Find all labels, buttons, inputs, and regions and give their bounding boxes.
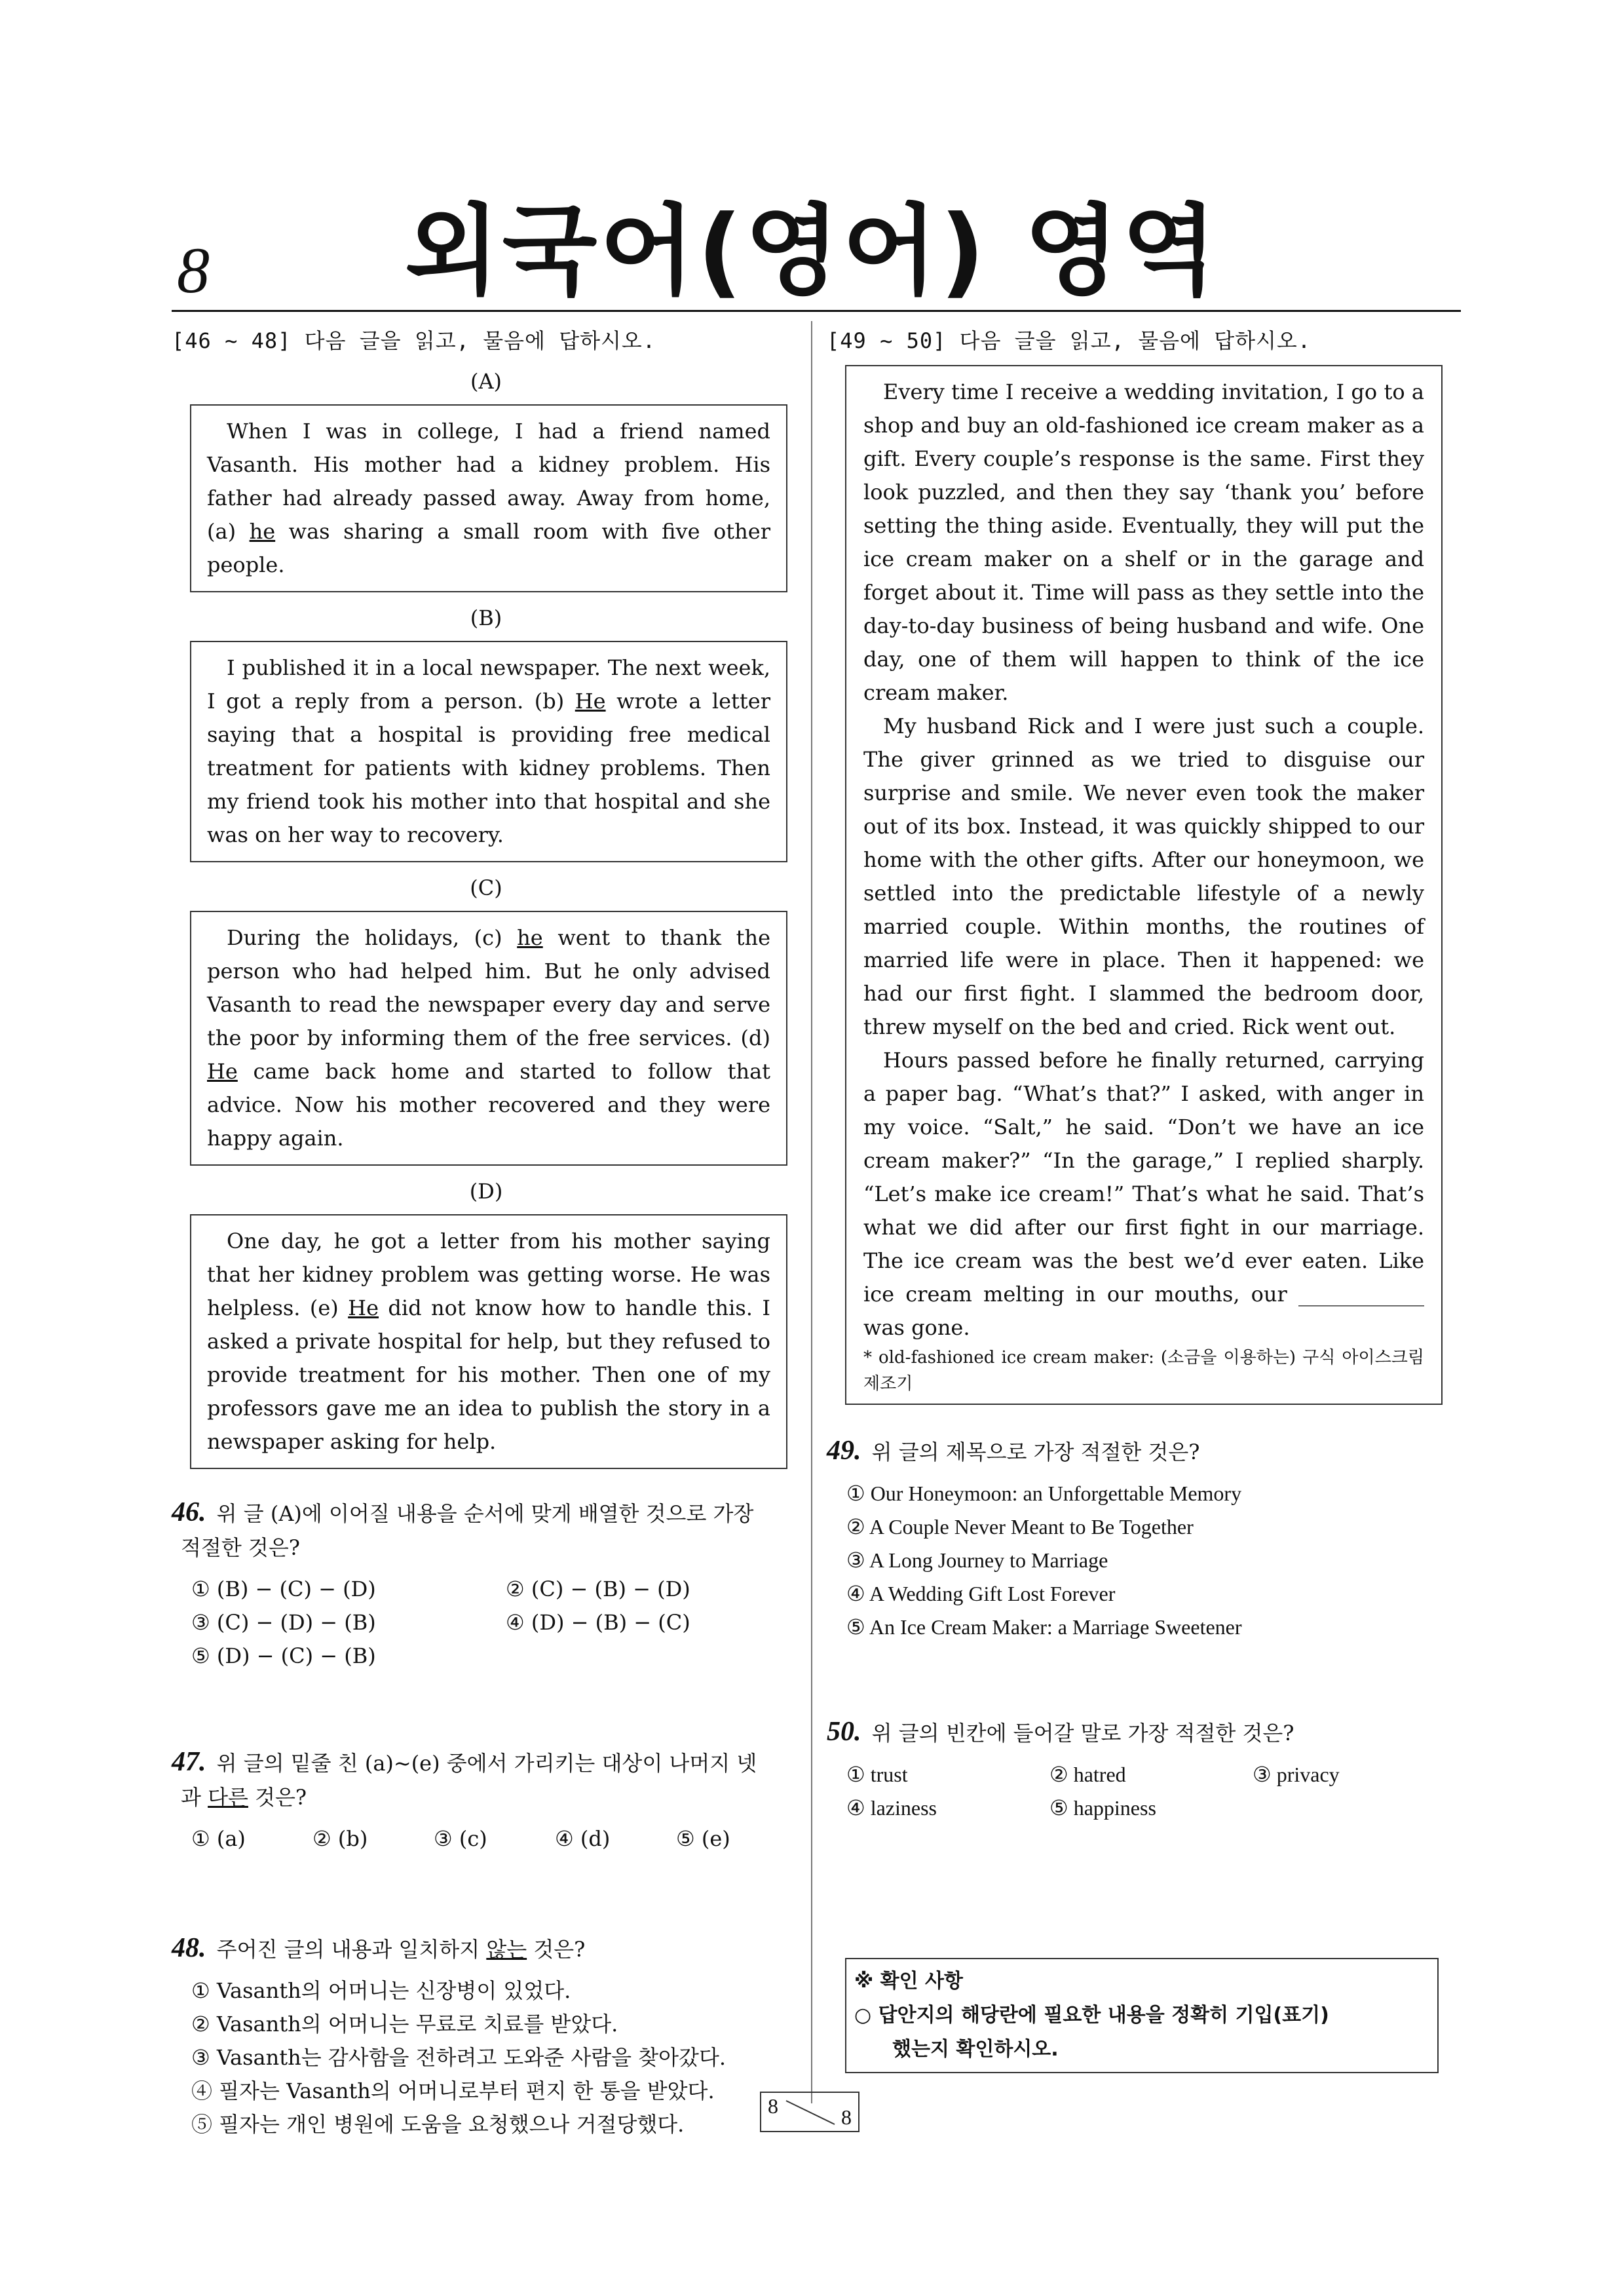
option-2[interactable]: ② Vasanth의 어머니는 무료로 치료를 받았다. xyxy=(191,2012,618,2037)
passage-c xyxy=(190,911,787,1166)
underlined-word: he xyxy=(517,925,543,950)
option-3[interactable]: ③ privacy xyxy=(1253,1763,1340,1786)
option-3[interactable]: ③ (C) − (D) − (B) xyxy=(191,1610,376,1635)
option-1[interactable]: ① Vasanth의 어머니는 신장병이 있었다. xyxy=(191,1978,571,2003)
passage-text: was sharing a small room with five other people. xyxy=(207,519,771,577)
underlined-word: he xyxy=(249,519,276,544)
question-text: 위 글의 제목으로 가장 적절한 것은? xyxy=(871,1440,1200,1464)
question-number: 50. xyxy=(827,1717,861,1747)
check-notice-line: ○ 답안지의 해당란에 필요한 내용을 정확히 기입(표기) xyxy=(854,2004,1329,2027)
passage-a xyxy=(190,404,787,592)
option-2[interactable]: ② hatred xyxy=(1049,1763,1126,1786)
answer-options xyxy=(827,1758,1456,1825)
question-number: 48. xyxy=(172,1933,206,1963)
option-1[interactable]: ① (a) xyxy=(191,1826,246,1851)
passage-label-a: (A) xyxy=(470,369,502,394)
passage-text: One day, he got a letter from his mother saying that her kidney problem was getting worse. He was helpless. (e) xyxy=(207,1229,770,1320)
footnote: * old-fashioned ice cream maker: (소금을 이용하는) 구식 아이스크림 제조기 xyxy=(863,1348,1424,1394)
question-48 xyxy=(172,1931,801,2141)
right-column xyxy=(827,324,1456,1825)
question-text-continued xyxy=(172,1780,801,1814)
footer-page-current: 8 xyxy=(768,2094,778,2118)
option-5[interactable]: ⑤ An Ice Cream Maker: a Marriage Sweetener xyxy=(846,1615,1242,1639)
left-column xyxy=(172,324,801,2141)
passage-text: did not know how to handle this. I asked a private hospital for help, but they refused to provide treatment for his mother. Then one of my professors gave me an idea to publish the story in a newspaper asking for help. xyxy=(207,1295,771,1454)
section-heading-46-48: [46 ~ 48] 다음 글을 읽고, 물음에 답하시오. xyxy=(172,328,656,353)
footer-page-total: 8 xyxy=(841,2105,852,2129)
question-47 xyxy=(172,1745,801,1856)
question-text-part: 주어진 글의 내용과 일치하지 xyxy=(216,1937,487,1962)
section-heading-49-50: [49 ~ 50] 다음 글을 읽고, 물음에 답하시오. xyxy=(827,328,1312,353)
check-notice-title: ※ 확인 사항 xyxy=(854,1970,963,1993)
question-text xyxy=(213,1937,586,1962)
passage-text: went to thank the person who had helped him. But he only advised Vasanth to read the newspaper every day and serve the poor by informing them of the free services. (d) xyxy=(207,925,770,1050)
question-text: 위 글의 밑줄 친 (a)~(e) 중에서 가리키는 대상이 나머지 넷 xyxy=(216,1751,757,1776)
passage-b xyxy=(190,641,787,862)
passage-text: came back home and started to follow that advice. Now his mother recovered and they were happy again. xyxy=(207,1059,770,1151)
passage-d xyxy=(190,1214,787,1469)
page-number: 8 xyxy=(177,234,210,307)
underlined-word: He xyxy=(348,1295,379,1320)
check-notice-box xyxy=(845,1958,1439,2073)
question-number: 49. xyxy=(827,1436,861,1466)
passage-text: I published it in a local newspaper. The next week, I got a reply from a person. (b) xyxy=(207,655,770,714)
option-2[interactable]: ② (C) − (B) − (D) xyxy=(506,1577,690,1601)
passage-text: wrote a letter saying that a hospital is providing free medical treatment for patients with kidney problems. Then my friend took his mother into that hospital and she was on her way to recovery. xyxy=(207,689,771,847)
answer-options xyxy=(827,1477,1456,1644)
check-notice-line: 했는지 확인하시오. xyxy=(892,2038,1059,2061)
option-2[interactable]: ② A Couple Never Meant to Be Together xyxy=(846,1515,1194,1539)
answer-options xyxy=(172,1822,801,1856)
question-46 xyxy=(172,1495,801,1673)
answer-options xyxy=(172,1974,801,2141)
option-5[interactable]: ⑤ happiness xyxy=(1049,1796,1156,1820)
passage-label-d: (D) xyxy=(469,1179,503,1204)
option-3[interactable]: ③ A Long Journey to Marriage xyxy=(846,1548,1108,1572)
question-text: 과 xyxy=(181,1785,208,1810)
passage-text: During the holidays, (c) xyxy=(227,925,518,950)
option-4[interactable]: ④ (d) xyxy=(555,1826,611,1851)
option-1[interactable]: ① Our Honeymoon: an Unforgettable Memory xyxy=(846,1482,1242,1505)
question-text: 것은? xyxy=(248,1785,307,1810)
page-title: 외국어(영어) 영역 xyxy=(404,195,1220,309)
column-divider xyxy=(811,321,812,2103)
option-4[interactable]: ④ A Wedding Gift Lost Forever xyxy=(846,1582,1116,1605)
answer-options xyxy=(172,1573,801,1673)
passage-paragraph: My husband Rick and I were just such a couple. The giver grinned as we tried to disguise our surprise and smile. We never even took the maker out of its box. Instead, it was quickly shipped to our home with the other gifts. After our honeymoon, we settled into the predictable lifestyle of a newly married couple. Within months, the routines of married life were in place. Then it happened: we had our first fight. I slammed the bedroom door, threw myself on the bed and cried. Rick went out. xyxy=(863,714,1424,1039)
option-5[interactable]: ⑤ 필자는 개인 병원에 도움을 요청했으나 거절당했다. xyxy=(191,2112,685,2137)
header-rule xyxy=(172,310,1461,312)
underlined-word: He xyxy=(207,1059,238,1084)
option-4[interactable]: ④ (D) − (B) − (C) xyxy=(506,1610,690,1635)
option-5[interactable]: ⑤ (D) − (C) − (B) xyxy=(191,1643,376,1668)
passage-label-c: (C) xyxy=(470,875,502,900)
question-text-continued: 적절한 것은? xyxy=(181,1535,300,1560)
passage-label-b: (B) xyxy=(470,605,502,630)
question-50 xyxy=(827,1715,1456,1825)
option-1[interactable]: ① trust xyxy=(846,1763,908,1786)
question-text-part: 것은? xyxy=(527,1937,586,1962)
question-49 xyxy=(827,1434,1456,1644)
option-4[interactable]: ④ laziness xyxy=(846,1796,937,1820)
option-2[interactable]: ② (b) xyxy=(312,1826,368,1851)
question-number: 47. xyxy=(172,1747,206,1777)
passage-text: When I was in college, I had a friend named Vasanth. His mother had a kidney problem. His father had already passed away. Away from home, (a) xyxy=(207,419,770,544)
page-footer xyxy=(760,2092,859,2132)
option-1[interactable]: ① (B) − (C) − (D) xyxy=(191,1577,376,1601)
question-text: 위 글의 빈칸에 들어갈 말로 가장 적절한 것은? xyxy=(871,1721,1294,1746)
passage-paragraph: Hours passed before he finally returned, carrying a paper bag. “What’s that?” I asked, with anger in my voice. “Salt,” he said. “Don’t we have an ice cream maker?” “In the garage,” I replied sharply. “Let’s make ice cream!” That’s what he said. That’s what we did after our first fight in our marriage. The ice cream was the best we’d ever eaten. Like ice cream melting in our mouths, our ____________ was gone. xyxy=(863,1048,1424,1340)
question-number: 46. xyxy=(172,1497,206,1527)
option-4[interactable]: ④ 필자는 Vasanth의 어머니로부터 편지 한 통을 받았다. xyxy=(191,2078,715,2103)
underlined-word: He xyxy=(575,689,606,714)
passage-paragraph: Every time I receive a wedding invitation, I go to a shop and buy an old-fashioned ice cream maker as a gift. Every couple’s response is the same. First they look puzzled, and then they say ‘thank you’ before setting the thing aside. Eventually, they will put the ice cream maker on a shelf or in the garage and forget about it. Time will pass as they settle into the day-to-day business of being husband and wife. One day, one of them will happen to think of the ice cream maker. xyxy=(863,379,1424,705)
question-text: 위 글 (A)에 이어질 내용을 순서에 맞게 배열한 것으로 가장 xyxy=(216,1501,754,1526)
passage-49-50 xyxy=(845,365,1443,1405)
option-3[interactable]: ③ Vasanth는 감사함을 전하려고 도와준 사람을 찾아갔다. xyxy=(191,2045,727,2070)
option-5[interactable]: ⑤ (e) xyxy=(676,1826,730,1851)
underlined-word: 다른 xyxy=(208,1785,248,1810)
underlined-word: 않는 xyxy=(486,1937,527,1962)
option-3[interactable]: ③ (c) xyxy=(434,1826,487,1851)
